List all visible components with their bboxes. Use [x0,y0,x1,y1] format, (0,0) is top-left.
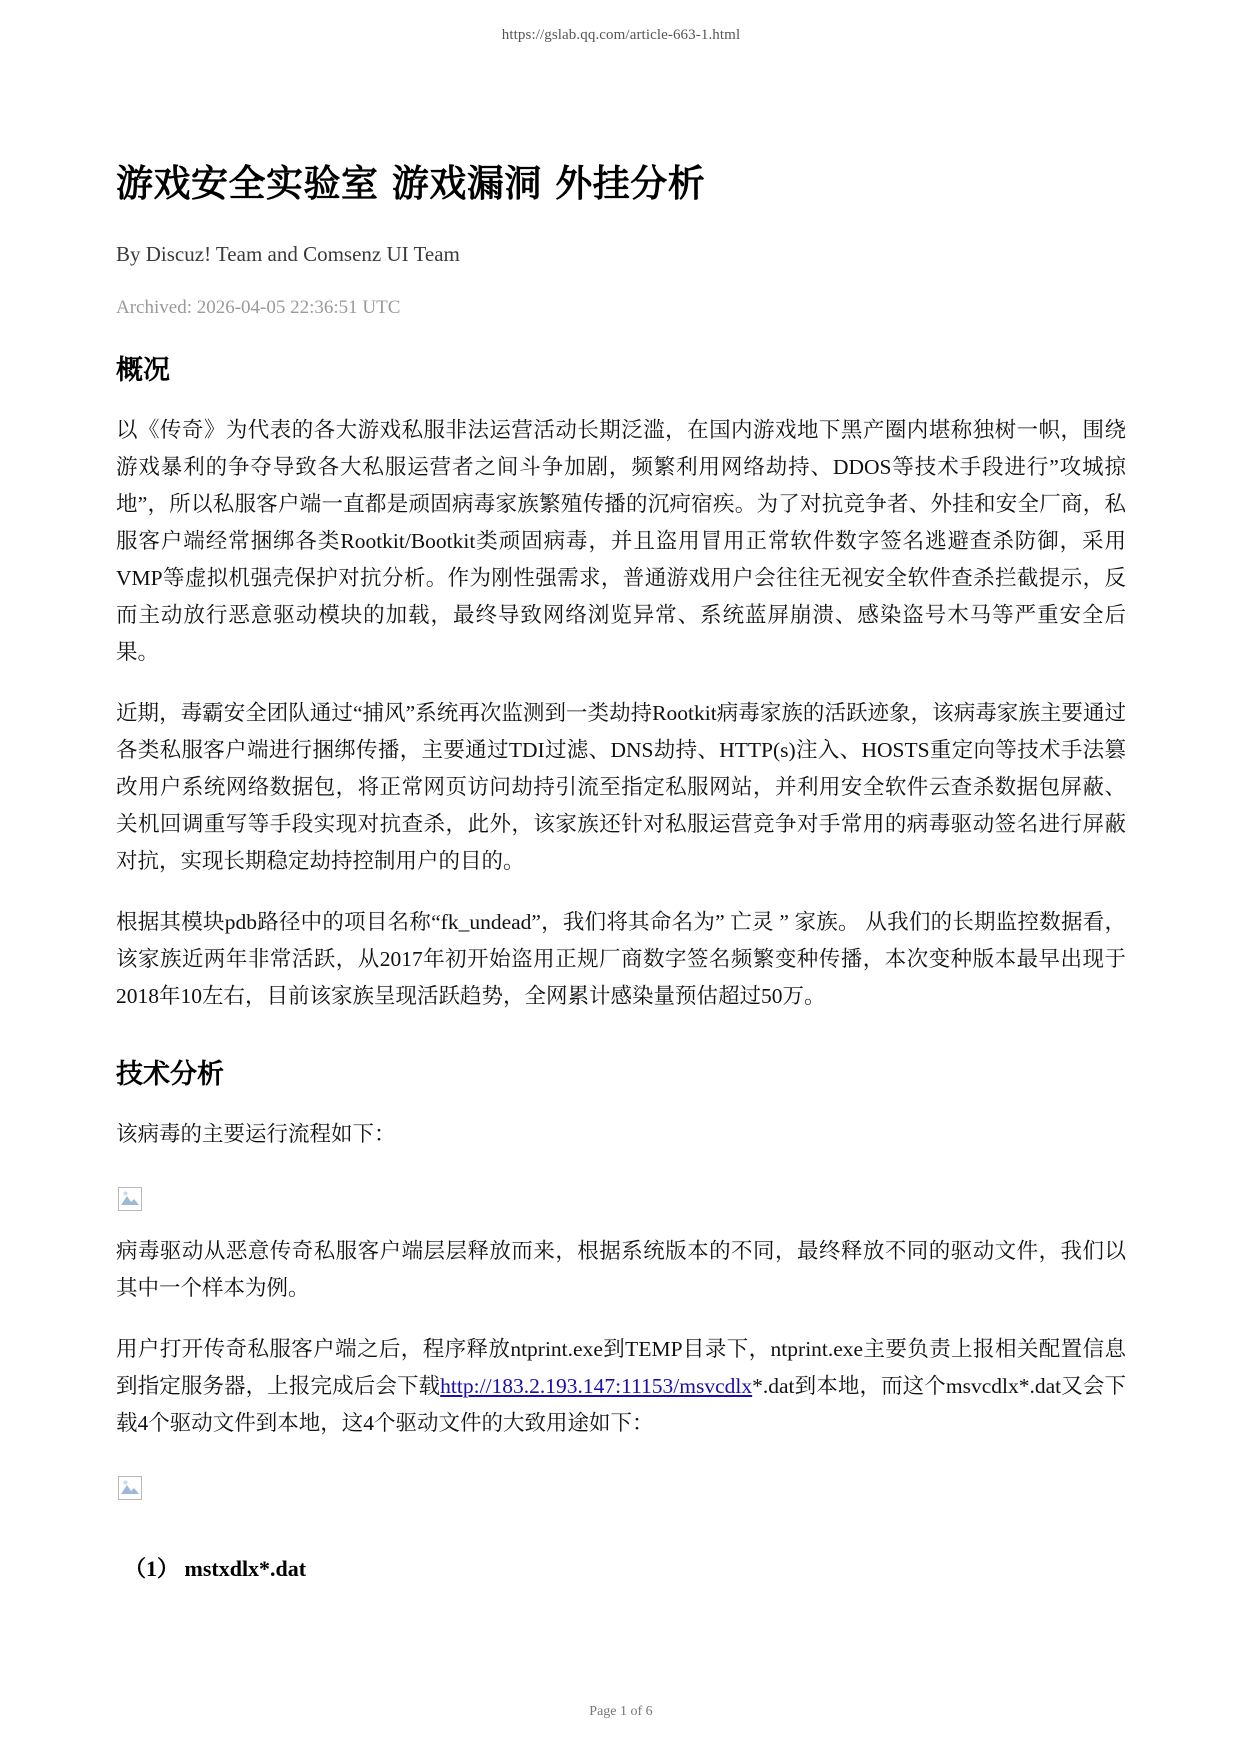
broken-image-icon [118,1187,142,1211]
broken-image-icon [118,1476,142,1500]
paragraph-overview-2: 近期，毒霸安全团队通过“捕风”系统再次监测到一类劫持Rootkit病毒家族的活跃迹象，该病毒家族主要通过各类私服客户端进行捆绑传播，主要通过TDI过滤、DNS劫持、HTTP(s)注入、HOSTS重定向等技术手法篡改用户系统网络数据包，将正常网页访问劫持引流至指定私服网站，并利用安全软件云查杀数据包屏蔽、关机回调重写等手段实现对抗查杀，此外，该家族还针对私服运营竞争对手常用的病毒驱动签名进行屏蔽对抗，实现长期稳定劫持控制用户的目的。 [116,700,1126,873]
paragraph-after-flowchart: 病毒驱动从恶意传奇私服客户端层层释放而来，根据系统版本的不同，最终释放不同的驱动文件，我们以其中一个样本为例。 [116,1238,1126,1300]
section-heading-overview: 概况 [116,355,170,387]
archive-url: https://gslab.qq.com/article-663-1.html [501,27,741,43]
paragraph-download-prefix: 用户打开传奇私服客户端之后，程序释放ntprint.exe到TEMP目录下，ntprint.exe主要负责上报相关配置信息到指定服务器，上报完成后会下载 [116,1336,1126,1398]
paragraph-overview-3: 根据其模块pdb路径中的项目名称“fk_undead”，我们将其命名为” 亡灵 ” 家族。 从我们的长期监控数据看，该家族近两年非常活跃，从2017年初开始盗用正规厂商数字签名频繁变种传播，本次变种版本最早出现于2018年10左右，目前该家族呈现活跃趋势，全网累计感染量预估超过50万。 [116,909,1126,1008]
paragraph-technical-intro: 该病毒的主要运行流程如下： [116,1121,396,1146]
download-url-link[interactable]: http://183.2.193.147:11153/msvcdlx [440,1373,753,1398]
page-footer: Page 1 of 6 [589,1704,653,1719]
archived-timestamp: Archived: 2026-04-05 22:36:51 UTC [116,297,401,319]
list-item: （1） mstxdlx*.dat [124,1555,307,1581]
paragraph-download-suffix: *.dat到本地，而这个msvcdlx*.dat又会下载4个驱动文件到本地，这4个驱动文件的大致用途如下： [116,1373,1126,1435]
page-title: 游戏安全实验室 游戏漏洞 外挂分析 [116,162,706,205]
section-heading-technical-analysis: 技术分析 [116,1058,224,1090]
paragraph-overview-1: 以《传奇》为代表的各大游戏私服非法运营活动长期泛滥，在国内游戏地下黑产圈内堪称独树一帜，围绕游戏暴利的争夺导致各大私服运营者之间斗争加剧，频繁利用网络劫持、DDOS等技术手段进行”攻城掠地”，所以私服客户端一直都是顽固病毒家族繁殖传播的沉疴宿疾。为了对抗竞争者、外挂和安全厂商，私服客户端经常捆绑各类Rootkit/Bootkit类顽固病毒，并且盗用冒用正常软件数字签名逃避查杀防御，采用VMP等虚拟机强壳保护对抗分析。作为刚性强需求，普通游戏用户会往往无视安全软件查杀拦截提示，反而主动放行恶意驱动模块的加载，最终导致网络浏览异常、系统蓝屏崩溃、感染盗号木马等严重安全后果。 [116,418,1126,664]
document-content [116,160,1126,1583]
byline: By Discuz! Team and Comsenz UI Team [116,242,460,267]
paragraph-download-link [116,1331,1126,1442]
